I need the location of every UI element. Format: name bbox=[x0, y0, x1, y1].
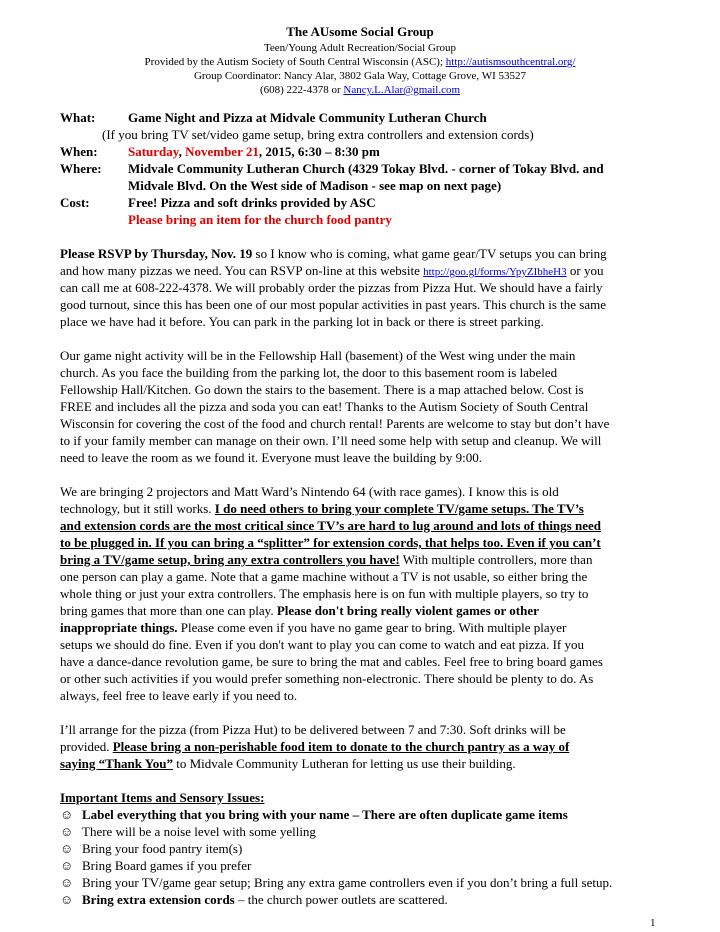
games-line-9-rest: Please come even if you have no game gear to bring. With multiple player bbox=[177, 620, 567, 635]
games-line-4 bbox=[60, 535, 601, 551]
games-line-2-emphasis: I do need others to bring your complete TV/game setups. The TV’s bbox=[214, 501, 584, 516]
when-label: When: bbox=[60, 144, 98, 159]
issue-item bbox=[60, 807, 568, 823]
location-line-1: Our game night activity will be in the Fellowship Hall (basement) of the West wing under the main bbox=[60, 348, 576, 363]
when-value bbox=[128, 144, 380, 160]
games-line-11: have a dance-dance revolution game, be sure to bring the mat and cables. Feel free to bring board games bbox=[60, 654, 603, 669]
when-day: Saturday bbox=[128, 144, 179, 159]
cost-label: Cost: bbox=[60, 195, 90, 210]
games-line-7: whole thing or just your extra controllers. The emphasis here is on fun with multiple players, so try to bbox=[60, 586, 589, 601]
page-number: 1 bbox=[650, 917, 656, 929]
provided-by-line bbox=[0, 55, 720, 69]
pizza-line-2 bbox=[60, 739, 569, 755]
games-line-13: always, feel free to leave early if you need to. bbox=[60, 688, 298, 703]
issue-item-text: Bring Board games if you prefer bbox=[82, 858, 252, 873]
where-label: Where: bbox=[60, 161, 102, 176]
location-line-2: church. As you face the building from the parking lot, the door to this basement room is labeled bbox=[60, 365, 558, 380]
rsvp-line-3: can call me at 608-222-4378. We will probably order the pizzas from Pizza Hut. We should have a fairly bbox=[60, 280, 603, 295]
games-line-2 bbox=[60, 501, 584, 517]
what-note: (If you bring TV set/video game setup, bring extra controllers and extension cords) bbox=[102, 127, 534, 142]
cost-value: Free! Pizza and soft drinks provided by ASC bbox=[128, 195, 376, 210]
pizza-line-2-emphasis: Please bring a non-perishable food item to donate to the church pantry as a way of bbox=[112, 739, 570, 754]
smiley-icon: ☺ bbox=[60, 875, 74, 890]
provided-by-text: Provided by the Autism Society of South Central Wisconsin (ASC); bbox=[144, 56, 444, 68]
games-line-5-emphasis: bring a TV/game setup, bring any extra controllers you have! bbox=[60, 552, 400, 567]
games-line-8-text: bring games that more than one can play. bbox=[60, 603, 277, 618]
pizza-line-3 bbox=[60, 756, 516, 772]
when-date: November 21 bbox=[185, 144, 259, 159]
location-line-3: Fellowship Hall/Kitchen. Go down the stairs to the basement. There is a map attached below. Cost is bbox=[60, 382, 584, 397]
smiley-icon: ☺ bbox=[60, 892, 74, 907]
issue-item bbox=[60, 824, 316, 840]
what-value: Game Night and Pizza at Midvale Community Lutheran Church bbox=[128, 110, 487, 125]
location-line-5: Wisconsin for covering the cost of the food and church rental! Parents are welcome to stay but don’t have bbox=[60, 416, 610, 431]
rsvp-line-1-rest: so I know who is coming, what game gear/TV setups you can bring bbox=[252, 246, 607, 261]
when-rest: , 2015, 6:30 – 8:30 pm bbox=[258, 144, 380, 159]
email-link[interactable]: Nancy.L.Alar@gmail.com bbox=[343, 84, 461, 96]
what-label: What: bbox=[60, 110, 96, 125]
rsvp-line-2-rest: or you bbox=[566, 263, 604, 278]
phone-text: (608) 222-4378 or bbox=[259, 84, 341, 96]
games-line-10: setups we should do fine. Even if you don't want to play you can come to watch and eat pizza. If you bbox=[60, 637, 585, 652]
pizza-line-3-rest: to Midvale Community Lutheran for letting us use their building. bbox=[172, 756, 516, 771]
issue-item bbox=[60, 841, 242, 857]
issue-item-text: Bring extra extension cords bbox=[82, 892, 235, 907]
pizza-line-2-text: provided. bbox=[60, 739, 113, 754]
issue-item bbox=[60, 858, 251, 874]
issues-heading bbox=[60, 790, 264, 806]
location-line-4: FREE and includes all the pizza and soda you can eat! Thanks to the Autism Society of South Central bbox=[60, 399, 589, 414]
games-line-9-emphasis: inappropriate things. bbox=[60, 620, 178, 635]
games-line-5-rest: With multiple controllers, more than bbox=[399, 552, 593, 567]
rsvp-form-link[interactable]: http://goo.gl/forms/YpyZIbheH3 bbox=[423, 266, 567, 278]
rsvp-deadline: Please RSVP by Thursday, Nov. 19 bbox=[60, 246, 253, 261]
group-subtitle: Teen/Young Adult Recreation/Social Group bbox=[263, 42, 457, 54]
games-line-1: We are bringing 2 projectors and Matt Ward’s Nintendo 64 (with race games). I know this is old bbox=[60, 484, 559, 499]
issue-item bbox=[60, 892, 448, 908]
issue-item-text: There will be a noise level with some yelling bbox=[82, 824, 316, 839]
smiley-icon: ☺ bbox=[60, 807, 74, 822]
asc-website-link[interactable]: http://autismsouthcentral.org/ bbox=[445, 56, 576, 68]
coordinator-line: Group Coordinator: Nancy Alar, 3802 Gala Way, Cottage Grove, WI 53527 bbox=[193, 70, 527, 82]
issue-item-text: Label everything that you bring with your name – There are often duplicate game items bbox=[82, 807, 568, 822]
games-line-4-emphasis: to be plugged in. If you can bring a “splitter” for extension cords, that helps too. Even if you can’t bbox=[60, 535, 601, 550]
games-line-8-emphasis: Please don't bring really violent games or other bbox=[276, 603, 539, 618]
games-line-9 bbox=[60, 620, 566, 636]
issue-item-text: Bring your food pantry item(s) bbox=[82, 841, 243, 856]
when-comma: , bbox=[178, 144, 182, 159]
rsvp-line-2 bbox=[60, 263, 603, 280]
games-line-12: or other such activities if you would prefer something non-electronic. There should be plenty to do. As bbox=[60, 671, 594, 686]
pizza-line-1: I’ll arrange for the pizza (from Pizza Hut) to be delivered between 7 and 7:30. Soft drinks will be bbox=[60, 722, 566, 737]
where-line-2: Midvale Blvd. On the West side of Madison - see map on next page) bbox=[128, 178, 502, 193]
issue-item bbox=[60, 875, 612, 891]
rsvp-line-5: place we have had it before. You can park in the parking lot in back or there is street parking. bbox=[60, 314, 544, 329]
issue-item-text: Bring your TV/game gear setup; Bring any extra game controllers even if you don’t bring a full setup. bbox=[82, 875, 613, 890]
contact-line bbox=[0, 83, 720, 97]
smiley-icon: ☺ bbox=[60, 858, 74, 873]
games-line-2-text: technology, but it still works. bbox=[60, 501, 215, 516]
rsvp-line-4: good turnout, since this has been one of our most popular activities in past years. This church is the same bbox=[60, 297, 607, 312]
location-line-7: need to leave the room as we found it. Everyone must leave the building by 9:00. bbox=[60, 450, 483, 465]
issue-item-rest: – the church power outlets are scattered. bbox=[234, 892, 448, 907]
games-line-5 bbox=[60, 552, 592, 568]
smiley-icon: ☺ bbox=[60, 841, 74, 856]
games-line-8 bbox=[60, 603, 539, 619]
pantry-note: Please bring an item for the church food pantry bbox=[128, 212, 392, 227]
games-line-3 bbox=[60, 518, 601, 534]
games-line-6: one person can play a game. Note that a game machine without a TV is not usable, so either bring the bbox=[60, 569, 588, 584]
smiley-icon: ☺ bbox=[60, 824, 74, 839]
group-title: The AUsome Social Group bbox=[286, 24, 434, 39]
pizza-line-3-emphasis: saying “Thank You” bbox=[60, 756, 173, 771]
issues-heading-text: Important Items and Sensory Issues: bbox=[60, 790, 265, 805]
where-line-1: Midvale Community Lutheran Church (4329 Tokay Blvd. - corner of Tokay Blvd. and bbox=[128, 161, 604, 176]
rsvp-line-1 bbox=[60, 246, 607, 262]
location-line-6: to if your family member can manage on their own. I’ll need some help with setup and cleanup. We will bbox=[60, 433, 602, 448]
rsvp-line-2-text: and how many pizzas we need. You can RSVP on-line at this website bbox=[60, 263, 424, 278]
games-line-3-emphasis: and extension cords are the most critical since TV’s are hard to lug around and lots of things need bbox=[60, 518, 601, 533]
